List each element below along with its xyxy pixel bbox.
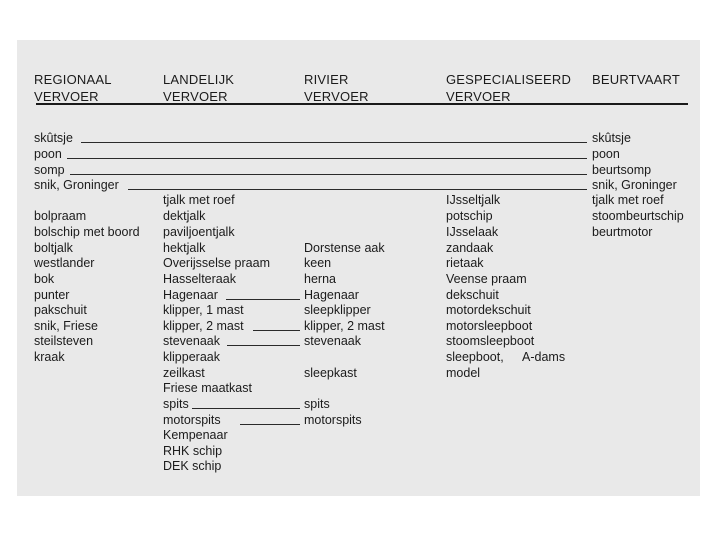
regional-item: steilsteven [34, 334, 94, 348]
landelijk-item: Overijsselse praam [163, 256, 270, 270]
connector-line [81, 142, 587, 143]
regional-item: boltjalk [34, 241, 73, 255]
landelijk-item: klipper, 1 mast [163, 303, 244, 317]
rivier-item: motorspits [304, 413, 362, 427]
landelijk-item: klipperaak [163, 350, 220, 364]
header-beurtvaart: BEURTVAART [592, 72, 680, 87]
regional-item: snik, Friese [34, 319, 98, 333]
gespecialiseerd-item: IJsselaak [446, 225, 499, 239]
rivier-item: keen [304, 256, 332, 270]
gespecialiseerd-item: motordekschuit [446, 303, 531, 317]
landelijk-item: klipper, 2 mast [163, 319, 244, 333]
header-rivier-line2: VERVOER [304, 89, 369, 104]
connector-line [192, 408, 300, 409]
landelijk-item: dektjalk [163, 209, 206, 223]
shared-row-left: poon [34, 147, 62, 161]
gespecialiseerd-item: motorsleepboot [446, 319, 533, 333]
landelijk-item: zeilkast [163, 366, 205, 380]
landelijk-item: paviljoentjalk [163, 225, 235, 239]
landelijk-item: stevenaak [163, 334, 220, 348]
landelijk-item: motorspits [163, 413, 221, 427]
landelijk-item: hektjalk [163, 241, 206, 255]
gespecialiseerd-item: Veense praam [446, 272, 527, 286]
gespecialiseerd-item: sleepboot, [446, 350, 504, 364]
landelijk-item: tjalk met roef [163, 193, 235, 207]
gespecialiseerd-item: IJsseltjalk [446, 193, 501, 207]
regional-item: kraak [34, 350, 65, 364]
regional-item: punter [34, 288, 70, 302]
shared-row-left: skûtsje [34, 131, 73, 145]
landelijk-item: spits [163, 397, 189, 411]
landelijk-item: Hasselteraak [163, 272, 236, 286]
regional-item: westlander [34, 256, 95, 270]
connector-line [128, 189, 587, 190]
header-gespecialiseerd-line1: GESPECIALISEERD [446, 72, 572, 87]
rivier-item: sleepklipper [304, 303, 371, 317]
regional-item: bok [34, 272, 55, 286]
gespecialiseerd-item: A-dams [522, 350, 566, 364]
rivier-item: sleepkast [304, 366, 357, 380]
rivier-item: Dorstense aak [304, 241, 385, 255]
rivier-item: Hagenaar [304, 288, 359, 302]
header-gespecialiseerd-line2: VERVOER [446, 89, 511, 104]
gespecialiseerd-item: dekschuit [446, 288, 499, 302]
connector-line [253, 330, 300, 331]
gespecialiseerd-item: potschip [446, 209, 493, 223]
regional-item: bolschip met boord [34, 225, 140, 239]
landelijk-item: Friese maatkast [163, 381, 252, 395]
shared-row-right: beurtsomp [592, 163, 652, 177]
shared-row-left: snik, Groninger [34, 178, 119, 192]
landelijk-item: Hagenaar [163, 288, 218, 302]
landelijk-item: RHK schip [163, 444, 223, 458]
gespecialiseerd-item: zandaak [446, 241, 494, 255]
header-landelijk-line2: VERVOER [163, 89, 228, 104]
connector-line [240, 424, 300, 425]
header-divider [36, 103, 688, 105]
beurtvaart-item: stoombeurtschip [592, 209, 684, 223]
gespecialiseerd-item: stoomsleepboot [446, 334, 535, 348]
shared-row-right: poon [592, 147, 620, 161]
connector-line [227, 345, 300, 346]
header-rivier-line1: RIVIER [304, 72, 349, 87]
header-regionaal-line2: VERVOER [34, 89, 99, 104]
gespecialiseerd-item: model [446, 366, 481, 380]
regional-item: pakschuit [34, 303, 87, 317]
landelijk-item: Kempenaar [163, 428, 228, 442]
connector-line [70, 174, 587, 175]
shared-row-right: skûtsje [592, 131, 631, 145]
header-landelijk-line1: LANDELIJK [163, 72, 235, 87]
beurtvaart-item: tjalk met roef [592, 193, 664, 207]
shared-row-right: snik, Groninger [592, 178, 677, 192]
landelijk-item: DEK schip [163, 459, 222, 473]
gespecialiseerd-item: rietaak [446, 256, 484, 270]
regional-item: bolpraam [34, 209, 87, 223]
rivier-item: spits [304, 397, 330, 411]
header-regionaal-line1: REGIONAAL [34, 72, 112, 87]
rivier-item: stevenaak [304, 334, 361, 348]
beurtvaart-item: beurtmotor [592, 225, 653, 239]
connector-line [67, 158, 587, 159]
shared-row-left: somp [34, 163, 65, 177]
rivier-item: herna [304, 272, 336, 286]
connector-line [226, 299, 300, 300]
rivier-item: klipper, 2 mast [304, 319, 385, 333]
